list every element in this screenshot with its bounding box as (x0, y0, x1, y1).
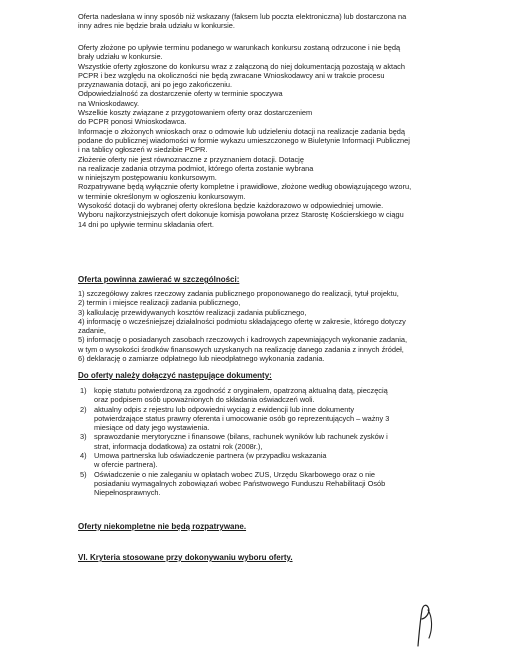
list-item (80, 432, 450, 451)
text-line: Wysokość dotacji do wybranej oferty określona będzie każdorazowo w odpowiedniej umowie. (78, 201, 384, 211)
heading-required-documents: Do oferty należy dołączyć następujące dokumenty: (78, 371, 272, 380)
item-number: 1) (80, 386, 87, 395)
text-line: Rozpatrywane będą wyłącznie oferty kompletne i prawidłowe, złożone według obowiązującego wzoru, (78, 182, 412, 192)
paragraph-delivery (78, 12, 456, 31)
list-item: zadanie, (78, 326, 106, 336)
item-text (94, 405, 450, 433)
text-line: do PCPR ponosi Wnioskodawca. (78, 117, 187, 127)
list-item: 1) szczegółowy zakres rzeczowy zadania publicznego proponowanego do realizacji, tytuł projektu, (78, 289, 399, 298)
item-text (94, 451, 450, 470)
heading-criteria: VI. Kryteria stosowane przy dokonywaniu wyboru oferty. (78, 553, 293, 562)
text-line: Wyboru najkorzystniejszych ofert dokonuje komisja powołana przez Starostę Kościerskiego w ciągu (78, 210, 404, 220)
list-item: 5) informację o posiadanych zasobach rzeczowych i kadrowych zapewniających wykonanie zadania, (78, 335, 408, 345)
list-item: 2) termin i miejsce realizacji zadania publicznego, (78, 298, 241, 308)
required-documents-list (80, 386, 450, 498)
text-line: Wszystkie oferty zgłoszone do konkursu wraz z załączoną do niej dokumentacją pozostają w aktach (78, 61, 405, 71)
handwritten-signature (414, 602, 436, 648)
item-text (94, 386, 450, 405)
heading-offer-content: Oferta powinna zawierać w szczególności: (78, 275, 240, 284)
text-line: w terminie określonym w ogłoszeniu konkursowym. (78, 191, 246, 201)
text-line: Umowa partnerska lub oświadczenie partnera (w przypadku wskazania (94, 451, 327, 461)
text-line: i na tablicy ogłoszeń w siedzibie PCPR. (78, 145, 208, 155)
list-item (80, 405, 450, 433)
list-item: 4) informację o wcześniejszej działalności podmiotu składającego ofertę w zakresie, którego dotyczy (78, 316, 406, 326)
list-item: 3) kalkulację przewidywanych kosztów realizacji zadania publicznego, (78, 307, 307, 317)
text-line: Wszelkie koszty związane z przygotowaniem oferty oraz dostarczeniem (78, 108, 313, 118)
text-line: PCPR i bez względu na okoliczności nie będą zwracane Wnioskodawcy ani w trakcie procesu (78, 70, 385, 80)
text-line: strat, informacja dodatkowa) za ostatni rok (2008r.), (94, 441, 263, 451)
item-text (94, 470, 450, 498)
incomplete-offers-note: Oferty niekompletne nie będą rozpatrywane. (78, 522, 247, 531)
list-item (80, 386, 450, 405)
text-line: aktualny odpis z rejestru lub odpowiedni wyciąg z ewidencji lub inne dokumenty (94, 404, 355, 414)
text-line: Oświadczenie o nie zaleganiu w opłatach wobec ZUS, Urzędu Skarbowego oraz o nie (94, 469, 375, 479)
item-number: 3) (80, 432, 87, 442)
text-line: 14 dni po upływie terminu składania ofert. (78, 219, 214, 229)
offer-content-list (78, 289, 456, 363)
text-line: Złożenie oferty nie jest równoznaczne z przyznaniem dotacji. Dotację (78, 154, 304, 164)
item-number: 4) (80, 451, 87, 461)
text-line: brały udziału w konkursie. (78, 52, 163, 62)
text-line: miesiące od daty jego wystawienia. (94, 423, 210, 433)
list-item: 6) deklarację o zamiarze odpłatnego lub nieodpłatnego wykonania zadania. (78, 354, 325, 364)
text-line: w niniejszym postępowaniu konkursowym. (78, 173, 217, 183)
text-line: kopię statutu potwierdzoną za zgodność z oryginałem, opatrzoną aktualną datą, pieczęcią (94, 386, 388, 395)
list-item (80, 470, 450, 498)
item-number: 2) (80, 404, 87, 414)
text-line: sprawozdanie merytoryczne i finansowe (bilans, rachunek wyników lub rachunek zysków i (94, 432, 388, 442)
item-number: 5) (80, 469, 87, 479)
text-line: Odpowiedzialność za dostarczenie oferty w terminie spoczywa (78, 89, 283, 99)
text-line: na Wnioskodawcy. (78, 98, 140, 108)
text-line: Niepełnosprawnych. (94, 488, 161, 498)
text-line: Oferta nadesłana w inny sposób niż wskazany (faksem lub poczta elektroniczna) lub dostarczona na (78, 12, 407, 21)
text-line: posiadaniu wymagalnych zobowiązań wobec Państwowego Funduszu Rehabilitacji Osób (94, 478, 386, 488)
text-line: Oferty złożone po upływie terminu podanego w warunkach konkursu zostaną odrzucone i nie będą (78, 43, 401, 52)
list-item: w tym o wysokości środków finansowych uzyskanych na realizację danego zadania z innych źródeł, (78, 344, 404, 354)
paragraph-terms (78, 43, 456, 229)
text-line: Informacje o złożonych wnioskach oraz o odmowie lub udzieleniu dotacji na realizacje zadania będą (78, 126, 406, 136)
text-line: przyznawania dotacji, ani po jego zakończeniu. (78, 80, 233, 90)
text-line: inny adres nie będzie brała udziału w konkursie. (78, 21, 235, 31)
text-line: oraz podpisem osób upoważnionych do składania oświadczeń woli. (94, 395, 315, 405)
item-text (94, 432, 450, 451)
text-line: na realizacje zadania otrzyma podmiot, którego oferta zostanie wybrana (78, 163, 314, 173)
text-line: podane do publicznej wiadomości w formie wykazu umieszczonego w Biuletynie Informacji Publicznej (78, 135, 410, 145)
text-line: potwierdzające status prawny oferenta i umocowanie osób go reprezentujących – ważny 3 (94, 413, 390, 423)
list-item (80, 451, 450, 470)
text-line: w ofercie partnera). (94, 460, 158, 470)
